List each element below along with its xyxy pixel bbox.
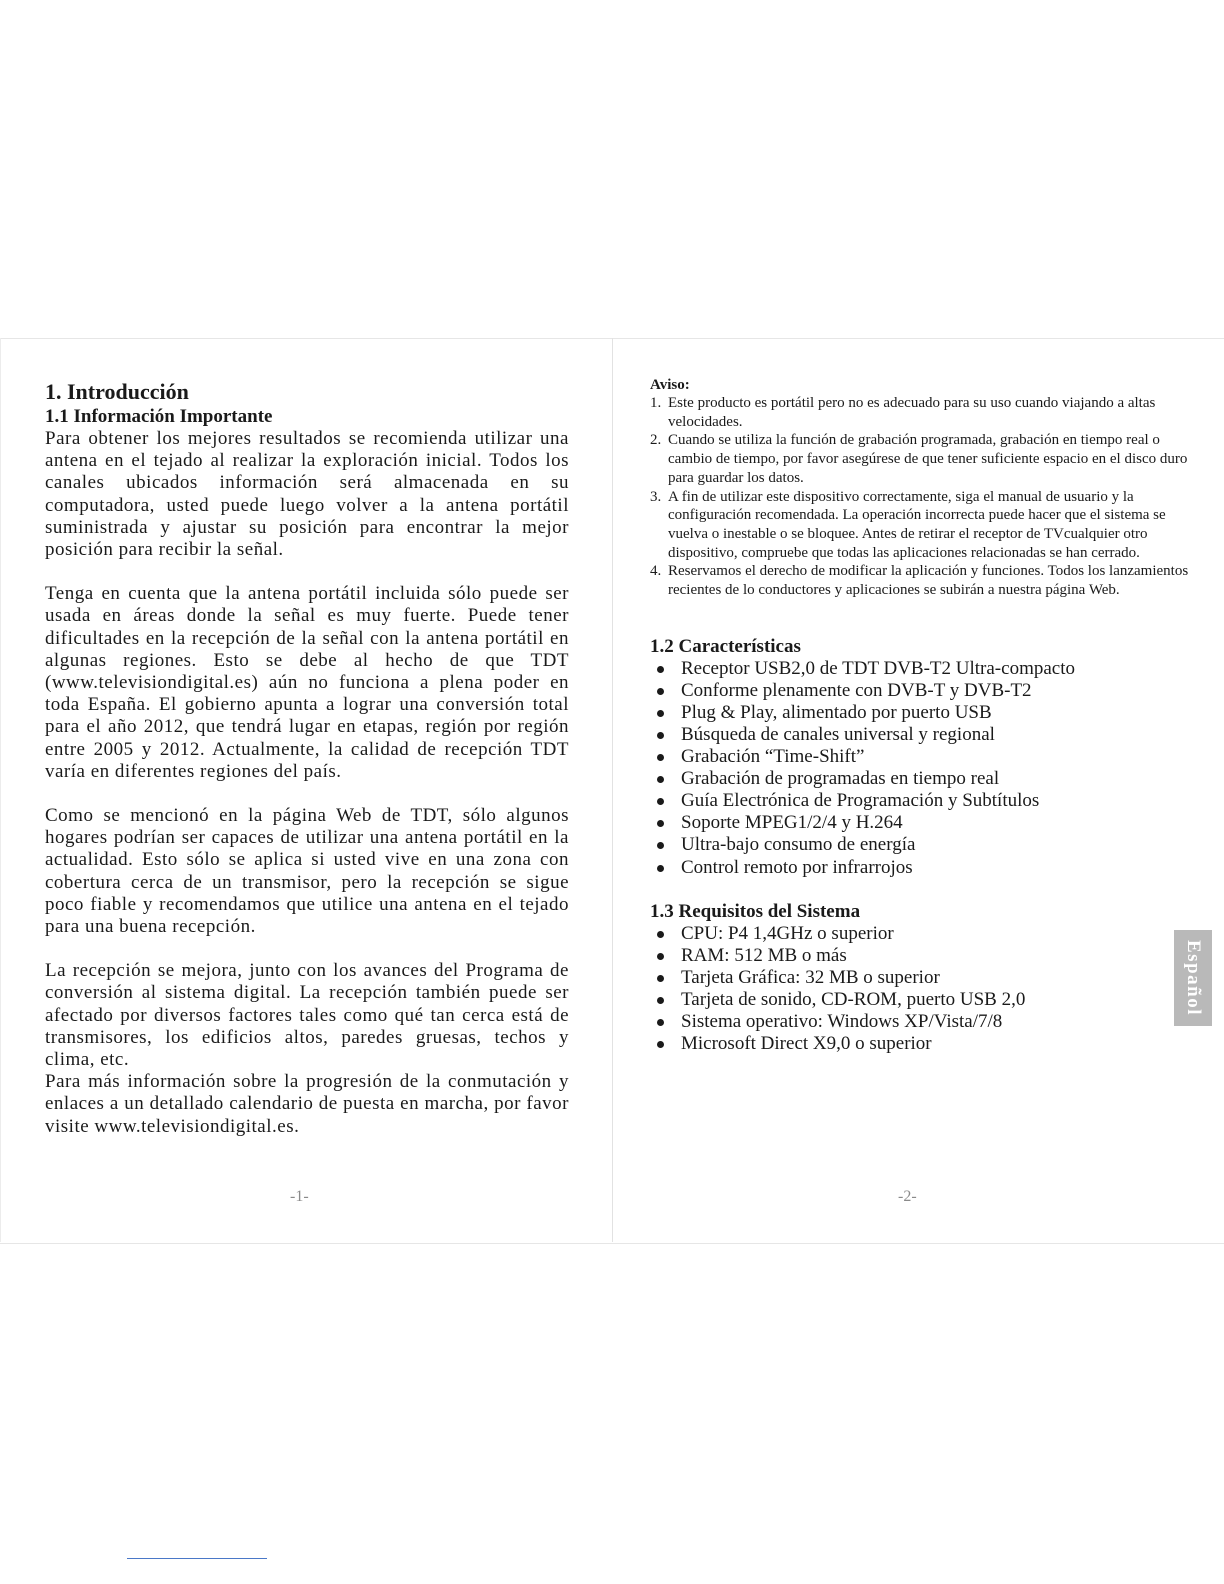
feature-text: Guía Electrónica de Programación y Subtítulos [681,790,1040,812]
notice-item [650,394,1190,431]
notice-item-number: 4. [650,563,662,580]
feature-item [650,790,1190,812]
requirement-item [650,989,1190,1011]
feature-item [650,746,1190,768]
bullet-icon [657,931,664,938]
requirement-item [650,1033,1190,1055]
feature-item [650,702,1190,724]
requirement-text: Tarjeta de sonido, CD-ROM, puerto USB 2,0 [681,988,1026,1010]
bullet-icon [657,1041,664,1048]
feature-item [650,857,1190,879]
page-number: -2- [898,1188,917,1205]
feature-text: Grabación “Time-Shift” [681,746,865,768]
notice-item-text: A fin de utilizar este dispositivo correctamente, siga el manual de usuario y la configuración recomendada. La operación incorrecta puede hacer que el sistema se vuelva o inestable o se bloquee. Antes de retirar el receptor de TVcualquier otro dispositivo, compruebe que todas las aplicaciones relacionadas se han cerrado. [668,488,1166,561]
notice-item [650,488,1190,563]
paragraph: Para más información sobre la progresión de la conmutación y enlaces a un detallado calendario de puesta en marcha, por favor visite www.televisiondigital.es. [45,1071,569,1137]
notice-list [650,394,1190,600]
paragraph: Como se mencionó en la página Web de TDT, sólo algunos hogares podrían ser capaces de utilizar una antena portátil en la actualidad. Esto sólo se aplica si usted vive en una zona con cobertura cerca de un transmisor, pero la recepción se sigue poco fiable y recomendamos que utilice una antena en el tejado para una buena recepción. [45,805,569,938]
bullet-icon [657,975,664,982]
decorative-underline [127,1558,267,1559]
notice-item-text: Este producto es portátil pero no es adecuado para su uso cuando viajando a altas velocidades. [668,395,1156,430]
page-number: -1- [290,1188,309,1205]
bullet-icon [657,842,664,849]
requirement-item [650,945,1190,967]
requirements-heading: 1.3 Requisitos del Sistema [650,900,861,922]
feature-text: Búsqueda de canales universal y regional [681,724,995,746]
notice-item [650,562,1190,599]
left-page [45,378,569,1138]
requirement-item [650,1011,1190,1033]
bullet-icon [657,754,664,761]
language-side-tab [1174,930,1212,1026]
language-tab-label: Español [1183,940,1205,1016]
requirement-text: Sistema operativo: Windows XP/Vista/7/8 [681,1011,1003,1033]
feature-text: Receptor USB2,0 de TDT DVB-T2 Ultra-compacto [681,657,1075,679]
bullet-icon [657,997,664,1004]
feature-text: Plug & Play, alimentado por puerto USB [681,701,992,723]
requirement-text: Microsoft Direct X9,0 o superior [681,1033,932,1055]
feature-item [650,658,1190,680]
feature-item [650,812,1190,834]
bullet-icon [657,710,664,717]
features-list [650,658,1190,879]
bullet-icon [657,688,664,695]
notice-item-text: Reservamos el derecho de modificar la aplicación y funciones. Todos los lanzamientos recientes de lo conductores y aplicaciones se subirán a nuestra página Web. [668,563,1189,599]
notice-title: Aviso: [650,377,690,393]
bullet-icon [657,732,664,739]
feature-text: Soporte MPEG1/2/4 y H.264 [681,812,903,834]
requirement-text: CPU: P4 1,4GHz o superior [681,922,894,944]
paragraph: Para obtener los mejores resultados se recomienda utilizar una antena en el tejado al realizar la exploración inicial. Todos los canales ubicados información será almacenada en su computadora, usted puede luego volver a la antena portátil suministrada y ajustar su posición para encontrar la mejor posición para recibir la señal. [45,428,569,561]
right-page [650,376,1190,1055]
feature-item [650,724,1190,746]
feature-item [650,768,1190,790]
feature-text: Conforme plenamente con DVB-T y DVB-T2 [681,679,1032,701]
feature-item [650,834,1190,856]
paragraph: La recepción se mejora, junto con los avances del Programa de conversión al sistema digital. La recepción también puede ser afectado por diversos factores tales como qué tan cerca está de transmisores, los edificios altos, paredes gruesas, techos y clima, etc. [45,960,569,1071]
bullet-icon [657,865,664,872]
bullet-icon [657,666,664,673]
requirement-text: Tarjeta Gráfica: 32 MB o superior [681,966,940,988]
bullet-icon [657,798,664,805]
feature-item [650,680,1190,702]
notice-item-number: 3. [650,488,662,505]
requirement-item [650,967,1190,989]
notice-item-number: 2. [650,432,662,449]
features-heading: 1.2 Características [650,635,801,657]
bullet-icon [657,776,664,783]
notice-item-number: 1. [650,395,662,411]
notice-item-text: Cuando se utiliza la función de grabación programada, grabación en tiempo real o cambio de tiempo, por favor asegúrese de que tener suficiente espacio en el disco duro para guardar los datos. [668,432,1188,486]
notice-item [650,431,1190,487]
feature-text: Grabación de programadas en tiempo real [681,768,1000,790]
feature-text: Control remoto por infrarrojos [681,856,913,878]
page-gutter [612,338,613,1242]
bullet-icon [657,1019,664,1026]
requirement-text: RAM: 512 MB o más [681,944,847,966]
paragraph: Tenga en cuenta que la antena portátil incluida sólo puede ser usada en áreas donde la señal es muy fuerte. Puede tener dificultades en la recepción de la señal con la antena portátil en algunas regiones. Esto se debe al hecho de que TDT (www.televisiondigital.es) aún no funciona a plena poder en toda España. El gobierno apunta a lograr una conversión total para el año 2012, que tendrá lugar en etapas, región por región entre 2005 y 2012. Actualmente, la calidad de recepción TDT varía en diferentes regiones del país. [45,583,569,782]
feature-text: Ultra-bajo consumo de energía [681,834,916,856]
bullet-icon [657,953,664,960]
requirement-item [650,923,1190,945]
page-edge [0,338,1,1242]
bullet-icon [657,820,664,827]
section-heading: 1. Introducción [45,379,189,404]
subsection-heading: 1.1 Información Importante [45,406,273,427]
requirements-list [650,923,1190,1056]
